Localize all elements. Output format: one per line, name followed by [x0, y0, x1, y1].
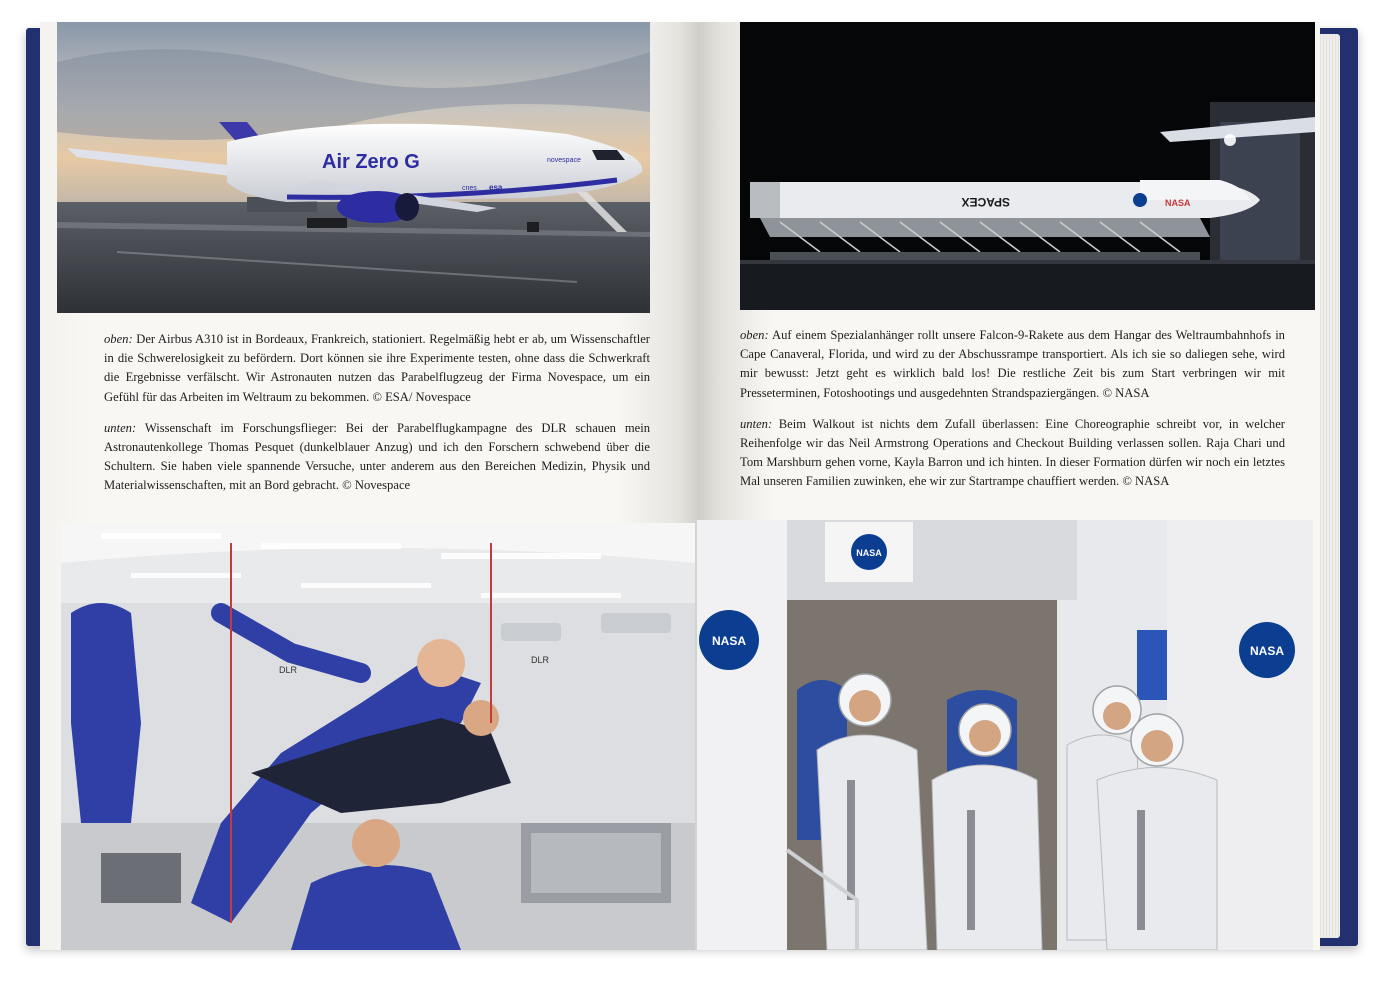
caption-lead: unten: — [104, 420, 137, 435]
falcon9-illustration — [740, 22, 1315, 310]
caption-lead: oben: — [104, 332, 133, 346]
caption-lead: unten: — [740, 416, 773, 431]
page-edges — [1318, 34, 1340, 938]
photo-parabolic-flight — [61, 523, 695, 950]
left-page — [40, 22, 697, 950]
dlr-logo-2: DLR — [279, 665, 298, 675]
walkout-illustration — [697, 520, 1313, 950]
caption-falcon9 — [740, 326, 1285, 504]
airbus-illustration — [57, 22, 650, 313]
photo-crew-walkout — [697, 520, 1313, 950]
caption-text: Der Airbus A310 ist in Bordeaux, Frankreich, stationiert. Regelmäßig hebt er ab, um Wissenschaftler in die Schwerelosigkeit zu befördern. Dort können sie ihre Experimente testen, ohne dass die Schwerkraft die Ergebnisse verfälscht. Wir Astronauten nutzen das Parabelflugzeug der Firma Novespace, um ein Gefühl für das Arbeiten im Weltraum zu bekommen. © ESA/ Novespace — [104, 332, 650, 404]
caption-lead: oben: — [740, 328, 769, 342]
caption-text: Beim Walkout ist nichts dem Zufall überlassen: Eine Choreographie schreibt vor, in welcher Reihenfolge wir das Neil Armstrong Operations and Checkout Building verlassen sollen. Raja Chari und Tom Marshburn gehen vorne, Kayla Barron und ich hinten. In dieser Formation dürfen wir noch ein letztes Mal unseren Familien zuwinken, ehe wir zur Startrampe chauffiert werden. © NASA — [740, 416, 1285, 489]
caption-text: Wissenschaft im Forschungsflieger: Bei der Parabelflugkampagne des DLR schauen mein Astronautenkollege Thomas Pesquet (dunkelblauer Anzug) und ich den Forschern schwebend über die Schultern. Sie haben viele spannende Versuche, unter anderem aus den Bereichen Medizin, Physik und Materialwissenschaften, mit an Bord gebracht. © Novespace — [104, 420, 651, 493]
svg-text:NASA: NASA — [856, 548, 882, 558]
zero-g-cabin-illustration — [61, 523, 695, 950]
photo-airbus-a310 — [57, 22, 650, 313]
nasa-logo-left — [699, 610, 759, 670]
nasa-logo-right — [1239, 622, 1295, 678]
svg-text:NASA: NASA — [711, 634, 747, 648]
esa-logo: esa — [489, 183, 503, 192]
air-zero-g-livery: Air Zero G — [322, 151, 420, 173]
dlr-logo-1: DLR — [531, 655, 550, 665]
cnes-logo: cnes — [462, 185, 477, 192]
nasa-worm-logo: NASA — [1165, 198, 1191, 208]
caption-airbus — [104, 330, 650, 508]
right-page — [697, 22, 1320, 950]
caption-text: Auf einem Spezialanhänger rollt unsere Falcon-9-Rakete aus dem Hangar des Weltraumbahnhofs in Cape Canaveral, Florida, und wird zu der Abschussrampe transportiert. Als ich sie so daliegen sehe, wird mir bewusst: Jetzt geht es wirklich bald los! Die restliche Zeit bis zum Start verbringen wir mit Presseterminen, Fotoshootings und ausgedehnten Strandspaziergängen. © NASA — [740, 328, 1285, 400]
svg-text:NASA: NASA — [1249, 644, 1285, 658]
photo-falcon9-rollout — [740, 22, 1315, 310]
nasa-logo-poster — [851, 534, 887, 570]
novespace-logo: novespace — [547, 157, 581, 164]
spacex-text: SPACEX — [961, 195, 1010, 209]
